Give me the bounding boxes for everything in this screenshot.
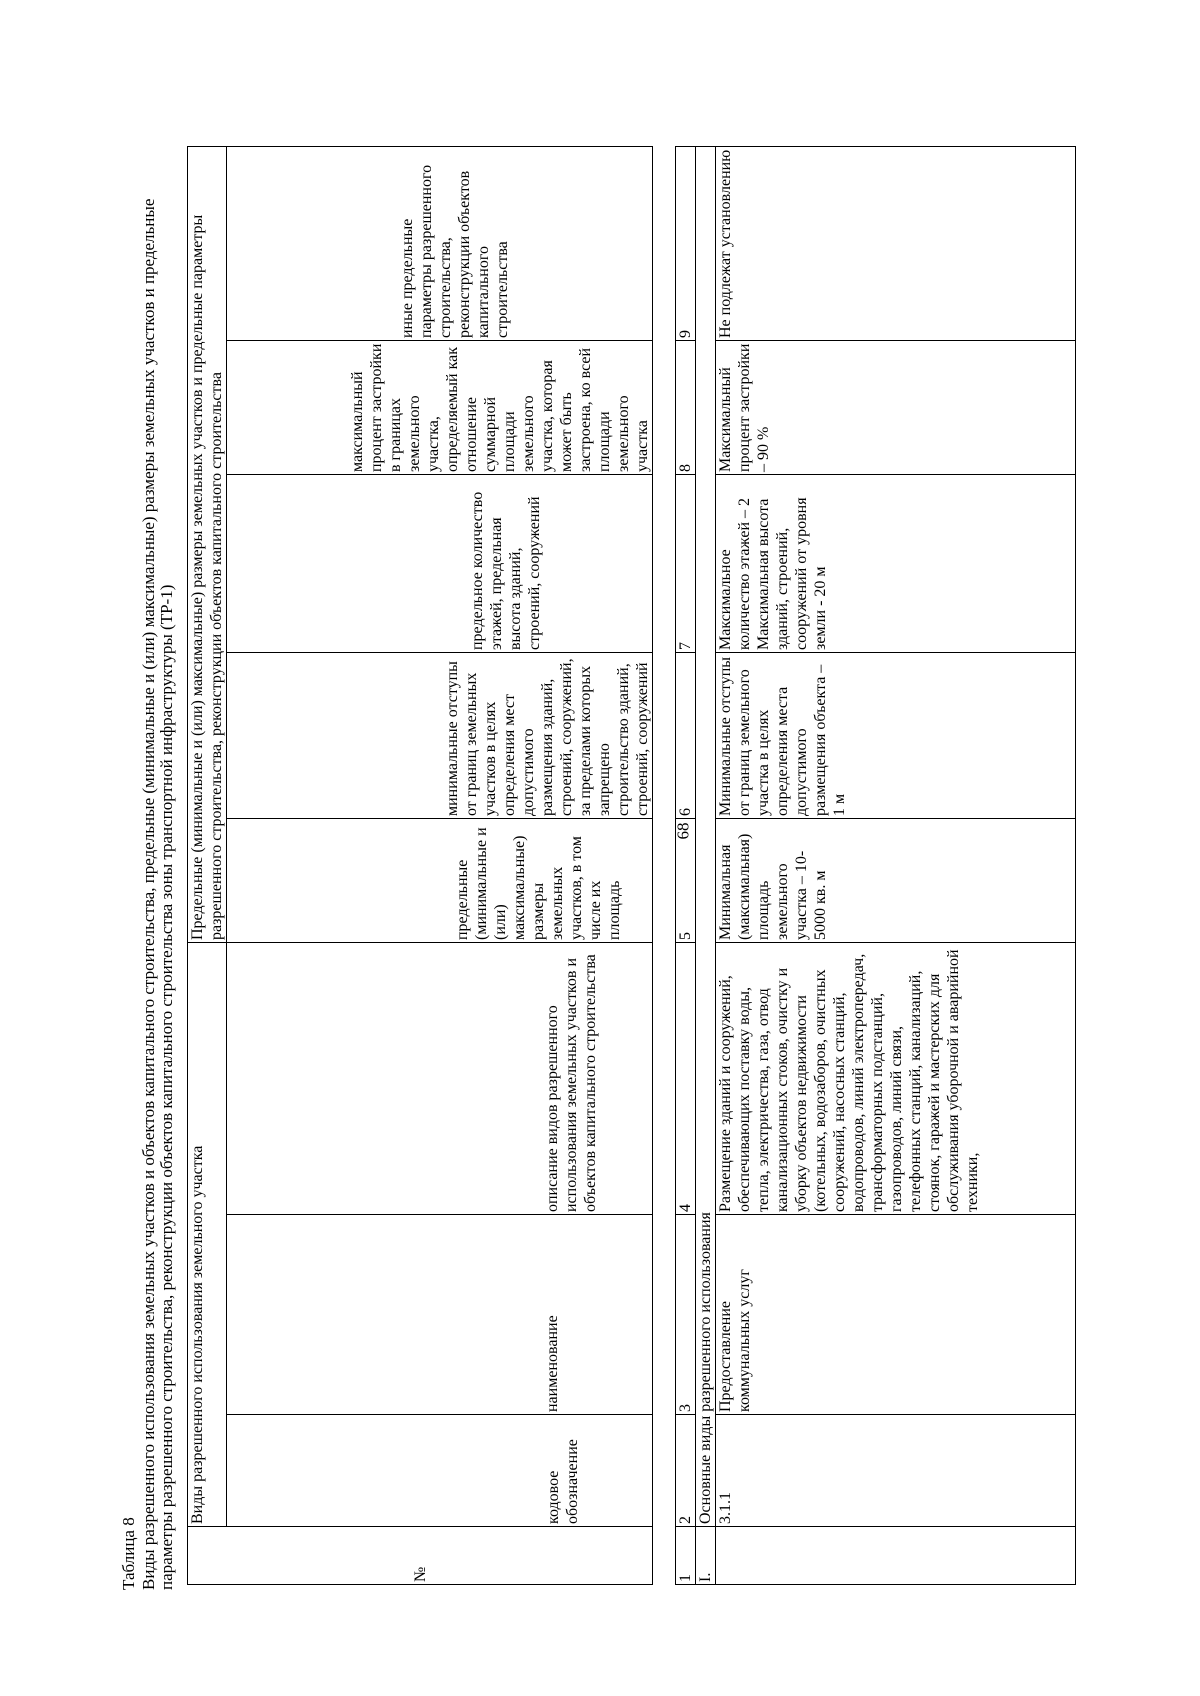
section-title: Основные виды разрешенного использования [696,147,716,1527]
cell-code: 3.1.1 [716,1415,1076,1527]
column-index: 5 [676,819,696,943]
column-index: 4 [676,943,696,1215]
table-caption-number: Таблица 8 [119,1517,138,1590]
cell-desc: Размещение зданий и сооружений, обеспечивающих поставку воды, тепла, электричества, газа, отвод канализационных стоков, очистку и уборку объектов недвижимости (котельных, водозаборов, очистных сооружений, насосных станций, водопроводов, линий электропередач, трансформаторных подстанций, газопроводов, линий связи, телефонных станций, канализаций, стоянок, гаражей и мастерских для обслуживания уборочной и аварийной техники, [716,943,1076,1215]
section-row [696,147,716,1585]
page-number: 68 [673,822,693,840]
header-area: предельные (минимальные и (или) максимальные) размеры земельных участков, в том числе их площадь [227,819,653,943]
header-code: кодовое обозначение [227,1415,653,1527]
column-index: 3 [676,1215,696,1415]
row-number [716,1527,1076,1585]
table-row [716,147,1076,1585]
header-desc: описание видов разрешенного использования земельных участков и объектов капитального строительства [227,943,653,1215]
header-coverage: максимальный процент застройки в границах земельного участка, определяемый как отношение суммарной площади земельного участка, которая может быть застроена, ко всей площади земельного участка [227,341,653,475]
header-setback: минимальные отступы от границ земельных участков в целях определения мест допустимого размещения зданий, строений, сооружений, за пределами которых запрещено строительство зданий, строений, сооружений [227,653,653,819]
header-other: иные предельные параметры разрешенного строительства, реконструкции объектов капитального строительства [227,147,653,341]
column-index-row [676,147,696,1585]
header-num: № [188,1527,653,1585]
column-index: 6 [676,653,696,819]
section-number: I. [696,1527,716,1585]
cell-coverage: Максимальный процент застройки – 90 % [716,341,1076,475]
header-height: предельное количество этажей, предельная высота зданий, строений, сооружений [227,475,653,653]
table-body [675,146,1076,1585]
column-index: 2 [676,1415,696,1527]
table-caption-text: Виды разрешенного использования земельных участков и объектов капитального строительства, предельные (минимальные и (или) максимальные) размеры земельных участков и предельные параметры разрешенного строительства, реконструкции объектов капитального строительства зоны транспортной инфраструктуры (ТР-1) [139,198,176,1590]
cell-name: Предоставление коммунальных услуг [716,1215,1076,1415]
header-name: наименование [227,1215,653,1415]
column-index: 1 [676,1527,696,1585]
cell-other: Не подлежат установлению [716,147,1076,341]
cell-setback: Минимальные отступы от границ земельного участка в целях определения места допустимого размещения объекта – 1 м [716,653,1076,819]
column-index: 9 [676,147,696,341]
rotated-page-content [120,125,1090,1600]
table-header [187,146,653,1585]
header-group-params: Предельные (минимальные и (или) максимальные) размеры земельных участков и предельные параметры разрешенного строительства, реконструкции объектов капитального строительства [188,147,227,943]
column-index: 7 [676,475,696,653]
cell-area: Минимальная (максимальная) площадь земельного участка – 10-5000 кв. м [716,819,1076,943]
column-index: 8 [676,341,696,475]
header-group-uses: Виды разрешенного использования земельного участка [188,943,227,1527]
cell-height: Максимальное количество этажей – 2 Максимальная высота зданий, строений, сооружений от уровня земли - 20 м [716,475,1076,653]
